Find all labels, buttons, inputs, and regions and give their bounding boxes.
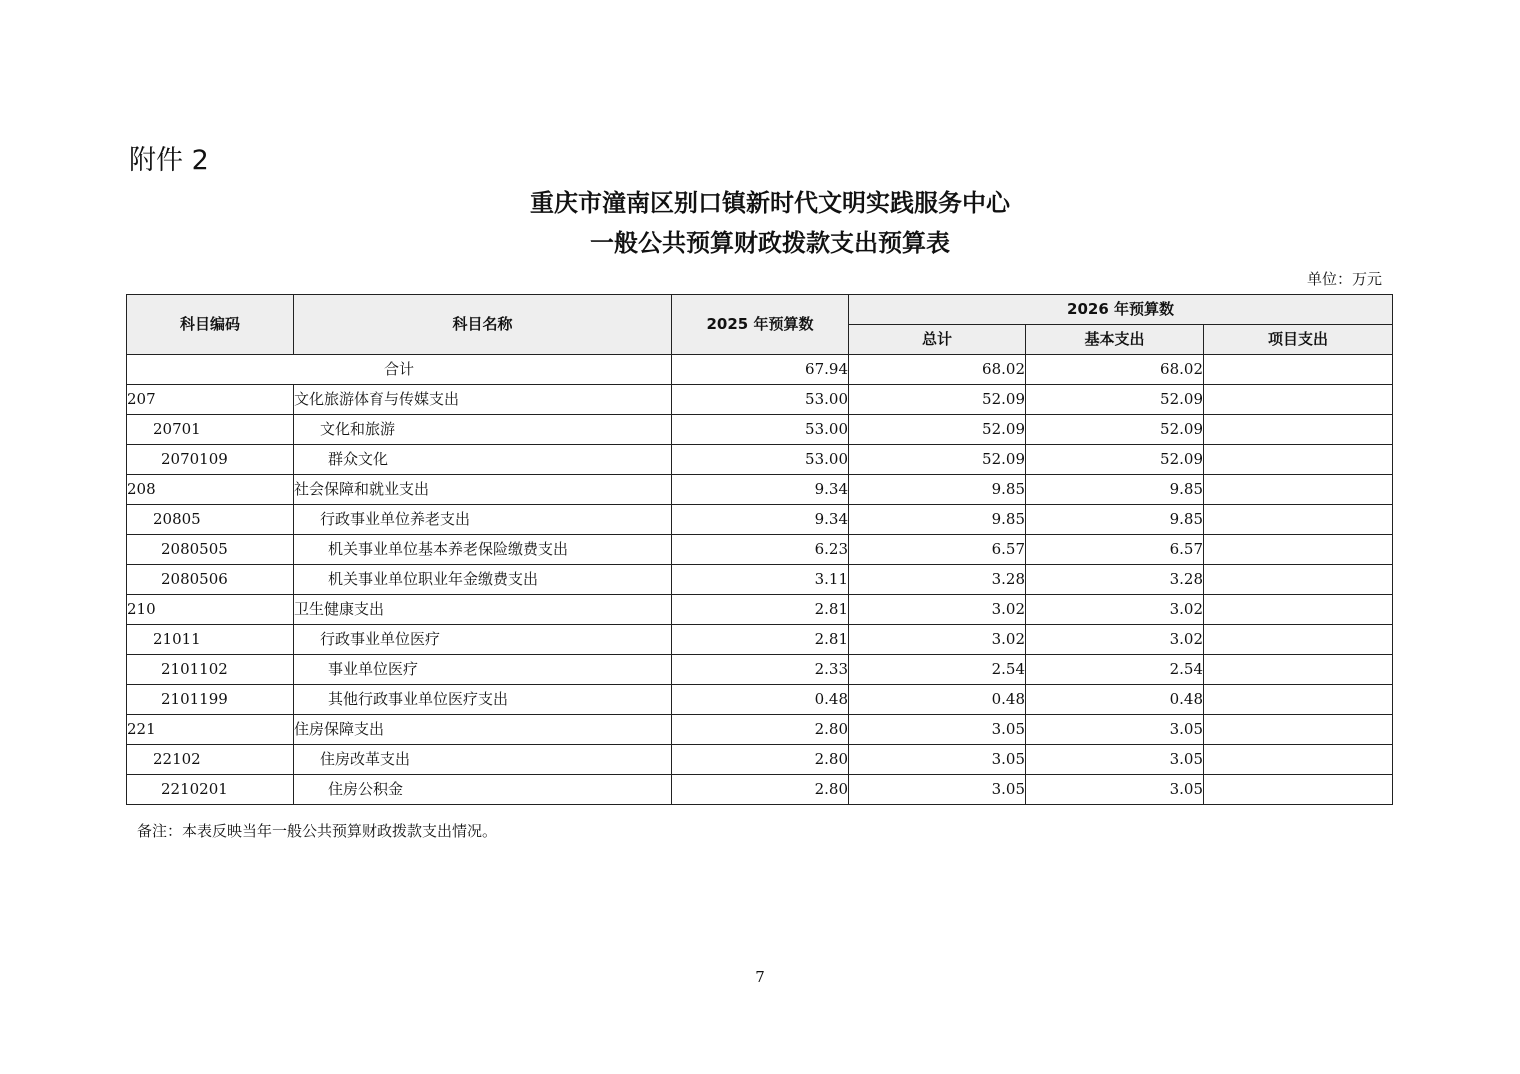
row-budget-2026-basic: 3.05 <box>1026 745 1204 775</box>
row-budget-2026-project <box>1204 415 1393 445</box>
row-budget-2026-total: 52.09 <box>849 385 1026 415</box>
row-budget-2026-total: 52.09 <box>849 445 1026 475</box>
row-budget-2026-total: 0.48 <box>849 685 1026 715</box>
total-budget-2026-total: 68.02 <box>849 355 1026 385</box>
row-budget-2026-basic: 3.28 <box>1026 565 1204 595</box>
row-code: 22102 <box>127 745 294 775</box>
table-body <box>127 355 1393 805</box>
row-budget-2026-total: 3.02 <box>849 595 1026 625</box>
row-budget-2026-total: 9.85 <box>849 505 1026 535</box>
row-name: 事业单位医疗 <box>294 655 672 685</box>
row-budget-2026-total: 52.09 <box>849 415 1026 445</box>
row-budget-2025: 9.34 <box>672 475 849 505</box>
row-code: 2070109 <box>127 445 294 475</box>
row-budget-2026-basic: 2.54 <box>1026 655 1204 685</box>
row-code: 2080505 <box>127 535 294 565</box>
row-budget-2025: 53.00 <box>672 445 849 475</box>
row-budget-2026-basic: 9.85 <box>1026 475 1204 505</box>
row-budget-2026-project <box>1204 715 1393 745</box>
total-budget-2025: 67.94 <box>672 355 849 385</box>
total-budget-2026-basic: 68.02 <box>1026 355 1204 385</box>
table-row <box>127 505 1393 535</box>
row-budget-2026-basic: 52.09 <box>1026 385 1204 415</box>
row-budget-2026-basic: 9.85 <box>1026 505 1204 535</box>
row-code: 2101199 <box>127 685 294 715</box>
row-budget-2025: 9.34 <box>672 505 849 535</box>
row-code: 20805 <box>127 505 294 535</box>
row-budget-2025: 2.33 <box>672 655 849 685</box>
row-budget-2026-basic: 52.09 <box>1026 445 1204 475</box>
row-budget-2026-total: 2.54 <box>849 655 1026 685</box>
row-budget-2026-project <box>1204 595 1393 625</box>
row-budget-2026-total: 3.05 <box>849 775 1026 805</box>
row-budget-2025: 3.11 <box>672 565 849 595</box>
table-row <box>127 715 1393 745</box>
row-name: 住房改革支出 <box>294 745 672 775</box>
header-budget-2025: 2025 年预算数 <box>672 295 849 355</box>
table-row <box>127 775 1393 805</box>
footnote: 备注：本表反映当年一般公共预算财政拨款支出情况。 <box>137 822 498 840</box>
header-basic: 基本支出 <box>1026 325 1204 355</box>
header-total: 总计 <box>849 325 1026 355</box>
table-row <box>127 625 1393 655</box>
header-project: 项目支出 <box>1204 325 1393 355</box>
row-budget-2026-project <box>1204 625 1393 655</box>
row-budget-2025: 2.81 <box>672 625 849 655</box>
row-name: 群众文化 <box>294 445 672 475</box>
row-budget-2026-total: 3.05 <box>849 745 1026 775</box>
row-code: 207 <box>127 385 294 415</box>
row-code: 2210201 <box>127 775 294 805</box>
header-code: 科目编码 <box>127 295 294 355</box>
row-budget-2026-project <box>1204 565 1393 595</box>
table-row <box>127 595 1393 625</box>
row-name: 住房公积金 <box>294 775 672 805</box>
row-name: 住房保障支出 <box>294 715 672 745</box>
table-row <box>127 655 1393 685</box>
row-budget-2025: 2.80 <box>672 745 849 775</box>
row-budget-2026-project <box>1204 535 1393 565</box>
row-budget-2026-project <box>1204 505 1393 535</box>
row-code: 2101102 <box>127 655 294 685</box>
table-row <box>127 535 1393 565</box>
row-budget-2025: 53.00 <box>672 385 849 415</box>
row-budget-2026-basic: 3.02 <box>1026 625 1204 655</box>
row-code: 221 <box>127 715 294 745</box>
row-name: 卫生健康支出 <box>294 595 672 625</box>
table-row <box>127 475 1393 505</box>
total-row <box>127 355 1393 385</box>
row-name: 行政事业单位养老支出 <box>294 505 672 535</box>
row-budget-2025: 2.80 <box>672 715 849 745</box>
table-header <box>127 295 1393 355</box>
row-budget-2026-basic: 3.05 <box>1026 775 1204 805</box>
row-code: 20701 <box>127 415 294 445</box>
row-code: 2080506 <box>127 565 294 595</box>
header-name: 科目名称 <box>294 295 672 355</box>
row-code: 210 <box>127 595 294 625</box>
row-budget-2026-project <box>1204 685 1393 715</box>
total-budget-2026-project <box>1204 355 1393 385</box>
row-budget-2026-basic: 0.48 <box>1026 685 1204 715</box>
total-label: 合计 <box>127 355 672 385</box>
row-budget-2026-total: 6.57 <box>849 535 1026 565</box>
row-budget-2026-project <box>1204 445 1393 475</box>
page-number: 7 <box>755 968 765 986</box>
row-budget-2025: 6.23 <box>672 535 849 565</box>
row-name: 其他行政事业单位医疗支出 <box>294 685 672 715</box>
row-budget-2026-project <box>1204 475 1393 505</box>
row-budget-2026-project <box>1204 385 1393 415</box>
row-name: 机关事业单位基本养老保险缴费支出 <box>294 535 672 565</box>
row-budget-2026-project <box>1204 655 1393 685</box>
row-name: 行政事业单位医疗 <box>294 625 672 655</box>
row-code: 208 <box>127 475 294 505</box>
document-title-line2: 一般公共预算财政拨款支出预算表 <box>590 229 950 257</box>
table-row <box>127 565 1393 595</box>
table-row <box>127 745 1393 775</box>
header-budget-2026: 2026 年预算数 <box>849 295 1393 325</box>
row-budget-2026-project <box>1204 745 1393 775</box>
budget-table <box>126 294 1393 805</box>
row-budget-2026-project <box>1204 775 1393 805</box>
row-budget-2026-basic: 52.09 <box>1026 415 1204 445</box>
row-name: 社会保障和就业支出 <box>294 475 672 505</box>
row-budget-2026-basic: 3.02 <box>1026 595 1204 625</box>
document-title-line1: 重庆市潼南区别口镇新时代文明实践服务中心 <box>530 189 1010 217</box>
row-budget-2026-basic: 3.05 <box>1026 715 1204 745</box>
table-row <box>127 445 1393 475</box>
row-budget-2026-total: 9.85 <box>849 475 1026 505</box>
row-budget-2025: 0.48 <box>672 685 849 715</box>
attachment-label: 附件 2 <box>129 145 209 176</box>
unit-label: 单位：万元 <box>1306 270 1382 288</box>
row-budget-2025: 2.80 <box>672 775 849 805</box>
table-row <box>127 415 1393 445</box>
table-row <box>127 385 1393 415</box>
row-budget-2026-basic: 6.57 <box>1026 535 1204 565</box>
row-budget-2026-total: 3.05 <box>849 715 1026 745</box>
row-budget-2025: 53.00 <box>672 415 849 445</box>
row-budget-2025: 2.81 <box>672 595 849 625</box>
row-budget-2026-total: 3.28 <box>849 565 1026 595</box>
row-budget-2026-total: 3.02 <box>849 625 1026 655</box>
row-code: 21011 <box>127 625 294 655</box>
table-row <box>127 685 1393 715</box>
row-name: 文化和旅游 <box>294 415 672 445</box>
row-name: 机关事业单位职业年金缴费支出 <box>294 565 672 595</box>
row-name: 文化旅游体育与传媒支出 <box>294 385 672 415</box>
